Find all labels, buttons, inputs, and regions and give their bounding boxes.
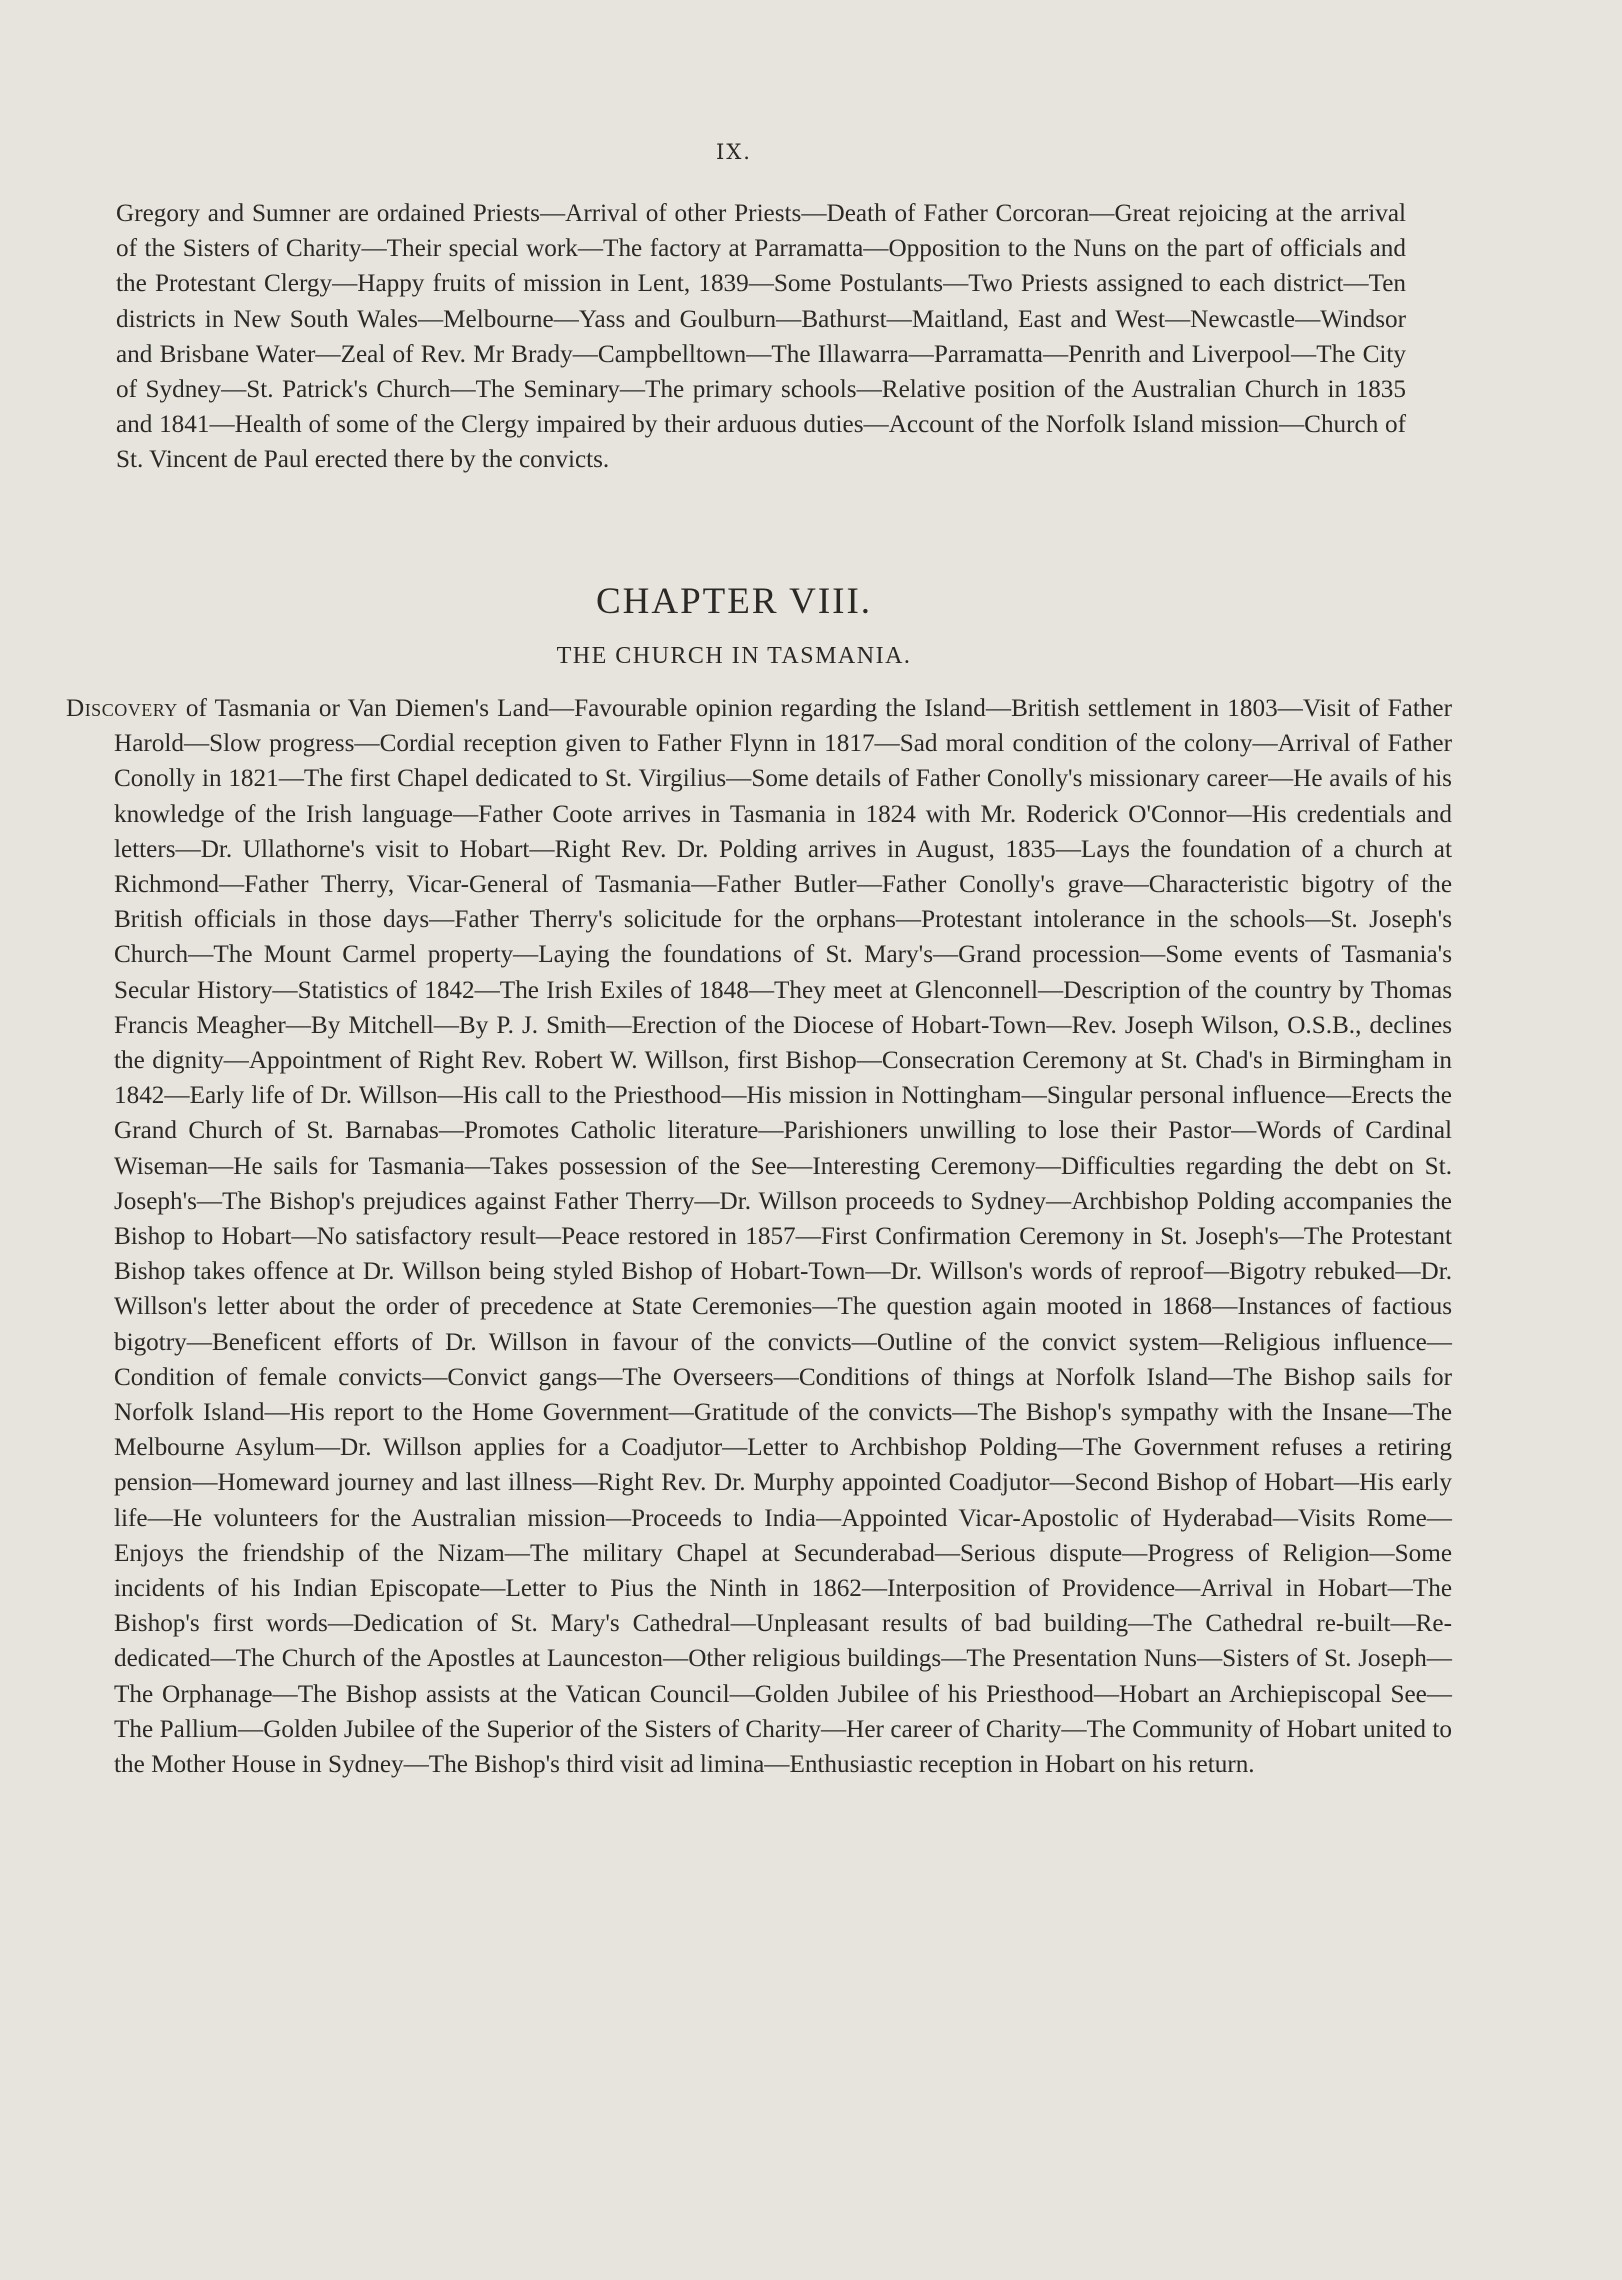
- chapter-summary-lead-word: Discovery: [66, 695, 178, 722]
- page-number: IX.: [716, 140, 752, 164]
- chapter-summary-text: of Tasmania or Van Diemen's Land—Favourable opinion regarding the Island—British settlement in 1803—Visit of Father Harold—Slow progress—Cordial reception given to Father Flynn in 1817—Sad moral condition of the colony—Arrival of Father Conolly in 1821—The first Chapel dedicated to St. Virgilius—Some details of Father Conolly's missionary career—He avails of his knowledge of the Irish language—Father Coote arrives in Tasmania in 1824 with Mr. Roderick O'Connor—His credentials and letters—Dr. Ullathorne's visit to Hobart—Right Rev. Dr. Polding arrives in August, 1835—Lays the foundation of a church at Richmond—Father Therry, Vicar-General of Tasmania—Father Butler—Father Conolly's grave—Characteristic bigotry of the British officials in those days—Father Therry's solicitude for the orphans—Protestant intolerance in the schools—St. Joseph's Church—The Mount Carmel property—Laying the foundations of St. Mary's—Grand procession—Some events of Tasmania's Secular History—Statistics of 1842—The Irish Exiles of 1848—They meet at Glenconnell—Description of the country by Thomas Francis Meagher—By Mitchell—By P. J. Smith—Erection of the Diocese of Hobart-Town—Rev. Joseph Wilson, O.S.B., declines the dignity—Appointment of Right Rev. Robert W. Willson, first Bishop—Consecration Ceremony at St. Chad's in Birmingham in 1842—Early life of Dr. Willson—His call to the Priesthood—His mission in Nottingham—Singular personal influence—Erects the Grand Church of St. Barnabas—Promotes Catholic literature—Parishioners unwilling to lose their Pastor—Words of Cardinal Wiseman—He sails for Tasmania—Takes possession of the See—Interesting Ceremony—Difficulties regarding the debt on St. Joseph's—The Bishop's prejudices against Father Therry—Dr. Willson proceeds to Sydney—Archbishop Polding accompanies the Bishop to Hobart—No satisfactory result—Peace restored in 1857—First Confirmation Ceremony in St. Joseph's—The Protestant Bishop takes offence at Dr. Willson being styled Bishop of Hobart-Town—Dr. Willson's words of reproof—Bigotry rebuked—Dr. Willson's letter about the order of precedence at State Ceremonies—The question again mooted in 1868—Instances of factious bigotry—Beneficent efforts of Dr. Willson in favour of the convicts—Outline of the convict system—Religious influence—Condition of female convicts—Convict gangs—The Overseers—Conditions of things at Norfolk Island—The Bishop sails for Norfolk Island—His report to the Home Government—Gratitude of the convicts—The Bishop's sympathy with the Insane—The Melbourne Asylum—Dr. Willson applies for a Coadjutor—Letter to Archbishop Polding—The Government refuses a retiring pension—Homeward journey and last illness—Right Rev. Dr. Murphy appointed Coadjutor—Second Bishop of Hobart—His early life—He volunteers for the Australian mission—Proceeds to India—Appointed Vicar-Apostolic of Hyderabad—Visits Rome—Enjoys the friendship of the Nizam—The military Chapel at Secunderabad—Serious dispute—Progress of Religion—Some incidents of his Indian Episcopate—Letter to Pius the Ninth in 1862—Interposition of Providence—Arrival in Hobart—The Bishop's first words—Dedication of St. Mary's Cathedral—Unpleasant results of bad building—The Cathedral re-built—Re-dedicated—The Church of the Apostles at Launceston—Other religious buildings—The Presentation Nuns—Sisters of St. Joseph—The Orphanage—The Bishop assists at the Vatican Council—Golden Jubilee of his Priesthood—Hobart an Archiepiscopal See—The Pallium—Golden Jubilee of the Superior of the Sisters of Charity—Her career of Charity—The Community of Hobart united to the Mother House in Sydney—The Bishop's third visit ad limina—Enthusiastic reception in Hobart on his return.: [114, 695, 1452, 1779]
- chapter-summary: [66, 691, 1452, 1782]
- chapter-subheading: THE CHURCH IN TASMANIA.: [556, 643, 912, 669]
- chapter-heading: CHAPTER VIII.: [595, 581, 873, 622]
- previous-chapter-summary-continuation: Gregory and Sumner are ordained Priests—Arrival of other Priests—Death of Father Corcoran—Great rejoicing at the arrival of the Sisters of Charity—Their special work—The factory at Parramatta—Opposition to the Nuns on the part of officials and the Protestant Clergy—Happy fruits of mission in Lent, 1839—Some Postulants—Two Priests assigned to each district—Ten districts in New South Wales—Melbourne—Yass and Goulburn—Bathurst—Maitland, East and West—Newcastle—Windsor and Brisbane Water—Zeal of Rev. Mr Brady—Campbelltown—The Illawarra—Parramatta—Penrith and Liverpool—The City of Sydney—St. Patrick's Church—The Seminary—The primary schools—Relative position of the Australian Church in 1835 and 1841—Health of some of the Clergy impaired by their arduous duties—Account of the Norfolk Island mission—Church of St. Vincent de Paul erected there by the convicts.: [116, 200, 1406, 474]
